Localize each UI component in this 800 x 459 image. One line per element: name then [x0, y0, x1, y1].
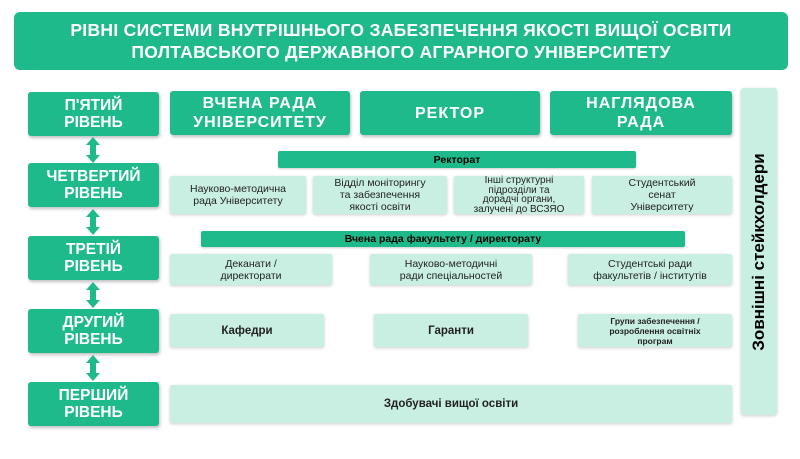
box-line: та забезпечення: [339, 189, 421, 201]
departments-label: Кафедри: [221, 324, 273, 337]
level-2-label-line1: ДРУГИЙ: [62, 314, 125, 331]
double-arrow-icon: [86, 355, 100, 381]
students-label: Здобувачі вищої освіти: [383, 398, 519, 410]
rectorate-label: Ректорат: [433, 153, 481, 166]
guarantors-label: Гаранти: [428, 324, 474, 337]
specialty-councils-box: [370, 254, 532, 285]
supervisory-board-line2: РАДА: [616, 114, 666, 131]
box-line: залучені до ВСЗЯО: [473, 203, 565, 215]
title-line-2: ПОЛТАВСЬКОГО ДЕРЖАВНОГО АГРАРНОГО УНІВЕРСИТЕТУ: [131, 42, 671, 62]
supervisory-board-box: [550, 91, 732, 135]
level-1-label: [28, 382, 159, 426]
box-line: Відділ моніторингу: [334, 177, 426, 189]
deans-offices-box: [170, 254, 332, 285]
box-line: програм: [637, 335, 673, 346]
box-line: підрозділи та: [488, 184, 550, 196]
rector-box: [360, 91, 540, 135]
program-groups-box: [578, 314, 732, 347]
box-line: Групи забезпечення /: [610, 315, 700, 326]
box-line: дорадчі органи,: [482, 194, 556, 205]
diagram-title: [14, 12, 788, 70]
double-arrow-icon: [86, 282, 100, 308]
level-2-label-line2: РІВЕНЬ: [64, 331, 123, 348]
level-5-label-line1: П'ЯТИЙ: [64, 97, 123, 114]
academic-council-line2: УНІВЕРСИТЕТУ: [193, 114, 327, 131]
external-stakeholders-bar: [741, 88, 777, 415]
box-line: Університету: [630, 201, 694, 213]
box-line: якості освіти: [349, 201, 411, 213]
double-arrow-icon: [86, 209, 100, 235]
box-line: рада Університету: [193, 195, 283, 207]
level-3-label: [28, 236, 159, 280]
double-arrow-icon: [86, 137, 100, 163]
level-5-label-line2: РІВЕНЬ: [64, 114, 123, 131]
faculty-council-bar: [201, 231, 685, 247]
academic-council-line1: ВЧЕНА РАДА: [202, 95, 318, 112]
level-4-label: [28, 163, 159, 207]
level-3-label-line1: ТРЕТІЙ: [65, 241, 122, 258]
rectorate-bar: [278, 151, 636, 168]
box-line: Науково-методична: [189, 183, 286, 195]
rector-label: РЕКТОР: [415, 104, 485, 122]
level-3-label-line2: РІВЕНЬ: [64, 258, 123, 275]
guarantors-box: [374, 314, 528, 347]
level-4-label-line2: РІВЕНЬ: [64, 185, 123, 202]
title-line-1: РІВНІ СИСТЕМИ ВНУТРІШНЬОГО ЗАБЕЗПЕЧЕННЯ ЯКОСТІ ВИЩОЇ ОСВІТИ: [70, 20, 732, 40]
departments-box: [170, 314, 324, 347]
methodical-council-box: [170, 176, 306, 214]
supervisory-board-line1: НАГЛЯДОВА: [586, 95, 696, 112]
level-2-label: [28, 309, 159, 353]
academic-council-box: [170, 91, 350, 135]
faculty-council-label: Вчена рада факультету / директорату: [344, 233, 542, 245]
box-line: директорати: [220, 269, 282, 282]
box-line: Науково-методичні: [404, 257, 498, 270]
other-units-box: [454, 176, 584, 214]
level-1-label-line2: РІВЕНЬ: [64, 404, 123, 421]
level-1-label-line1: ПЕРШИЙ: [58, 387, 129, 404]
monitoring-department-box: [313, 176, 447, 214]
box-line: факультетів / інститутів: [593, 269, 707, 282]
students-box: [170, 385, 732, 423]
box-line: ради спеціальностей: [399, 269, 503, 282]
box-line: розроблення освітніх: [609, 325, 701, 336]
box-line: Студентський: [628, 177, 696, 189]
level-5-label: [28, 92, 159, 136]
box-line: Деканати /: [225, 257, 277, 270]
box-line: Студентські ради: [607, 257, 693, 270]
external-stakeholders-label: Зовнішні стейкхолдери: [749, 152, 768, 351]
student-councils-box: [568, 254, 732, 285]
student-senate-box: [592, 176, 732, 214]
level-4-label-line1: ЧЕТВЕРТИЙ: [46, 168, 141, 185]
box-line: сенат: [648, 189, 676, 201]
box-line: Інші структурні: [484, 175, 554, 186]
